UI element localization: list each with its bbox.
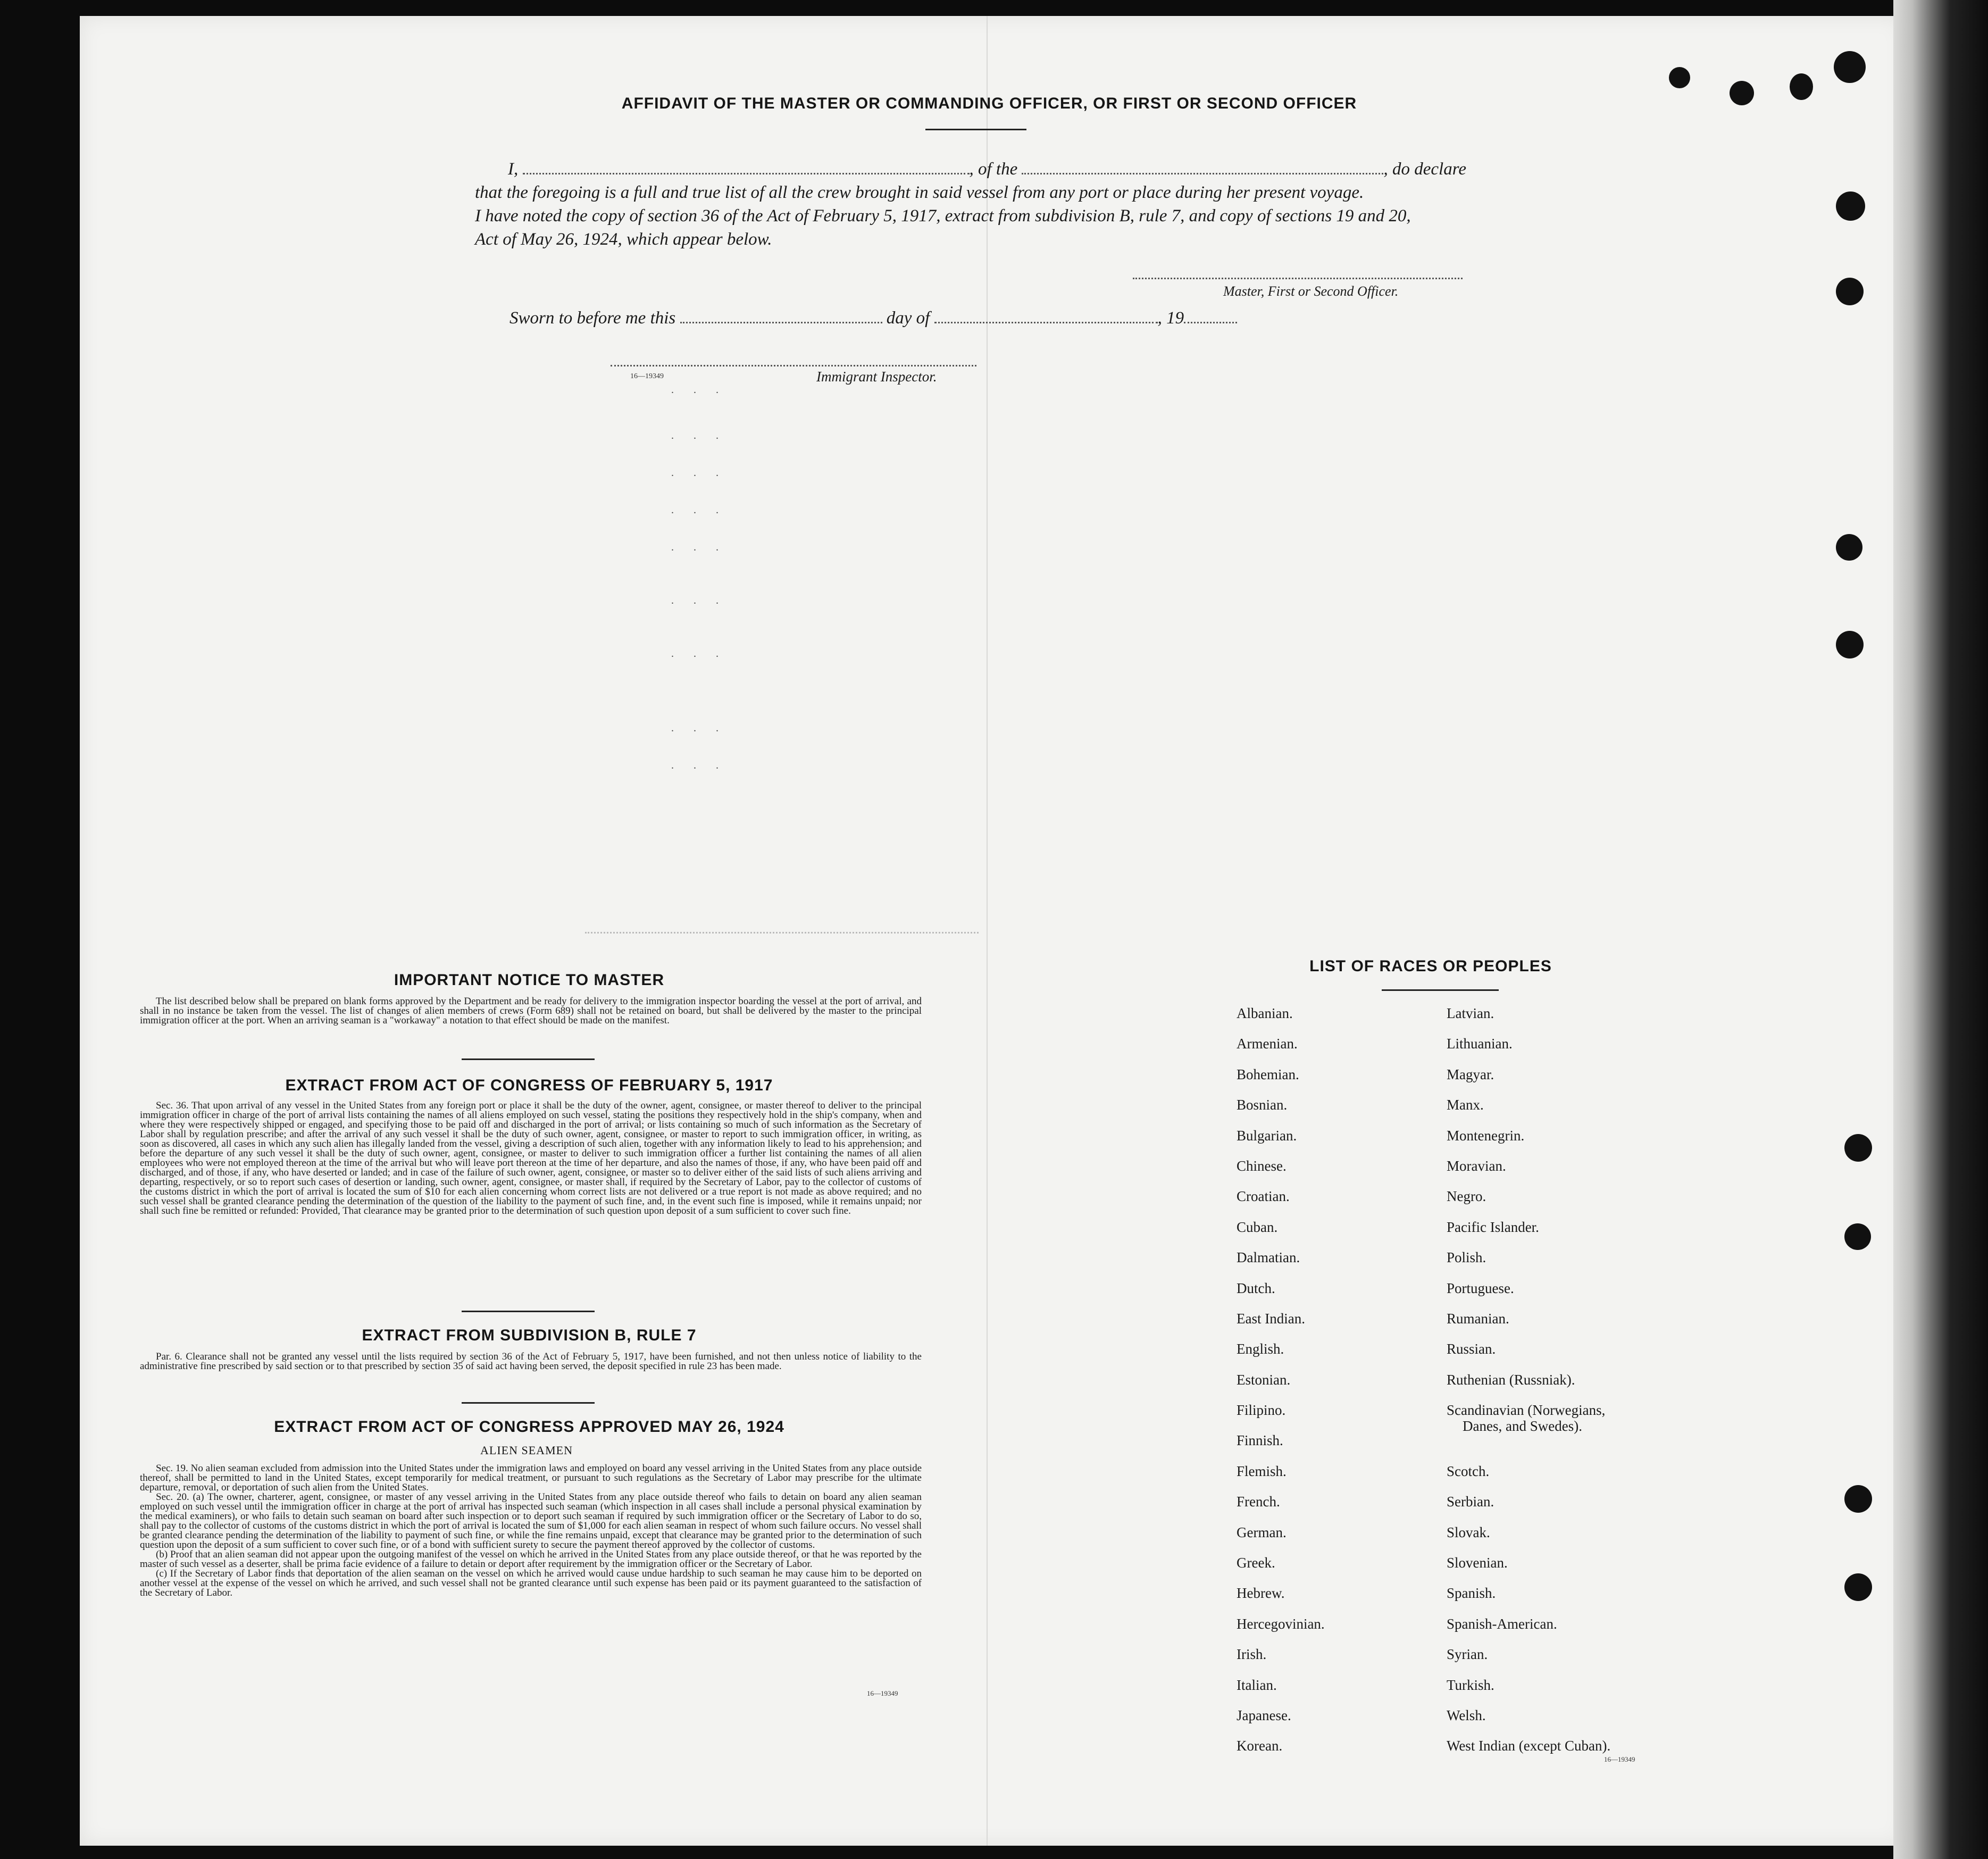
race-item	[1447, 1616, 1734, 1646]
race-item-label: Rumanian.	[1447, 1310, 1509, 1327]
affidavit-declaration-line1	[508, 157, 1486, 181]
rule7-rule	[462, 1402, 595, 1404]
race-item-label: Magyar.	[1447, 1066, 1494, 1082]
race-item-label: Portuguese.	[1447, 1280, 1514, 1296]
punch-hole	[1834, 51, 1866, 83]
races-form-number: 16—19349	[1604, 1755, 1635, 1763]
race-item-label: Spanish-American.	[1447, 1615, 1557, 1632]
faint-marks: . . .	[671, 541, 727, 553]
race-item	[1447, 1524, 1734, 1555]
inspector-label: Immigrant Inspector.	[816, 369, 937, 385]
year-prefix-label: , 19	[1157, 309, 1184, 328]
sworn-month-field[interactable]	[934, 310, 1158, 323]
extract-1917-title: EXTRACT FROM ACT OF CONGRESS OF FEBRUARY 5, 1917	[285, 1077, 773, 1094]
race-item-label: Ruthenian (Russniak).	[1447, 1371, 1575, 1388]
punch-hole	[1836, 631, 1864, 658]
race-item: Estonian.	[1237, 1371, 1291, 1388]
race-item	[1447, 1707, 1734, 1738]
punch-hole	[1844, 1485, 1872, 1513]
race-item	[1447, 1677, 1734, 1707]
faint-marks: . . .	[671, 504, 727, 516]
race-item	[1447, 1311, 1734, 1341]
affidavit-i-label: I,	[508, 160, 519, 179]
race-item: French.	[1237, 1494, 1280, 1510]
faint-marks: . . .	[671, 648, 727, 660]
affidavit-of-the-label: , of the	[969, 160, 1018, 179]
race-item: Dutch.	[1237, 1280, 1275, 1296]
race-item-label: Lithuanian.	[1447, 1036, 1513, 1052]
rule7-text	[140, 1352, 922, 1371]
faint-marks: . . .	[671, 384, 727, 396]
master-signature-line[interactable]	[1133, 278, 1463, 279]
center-fold	[987, 16, 988, 1846]
faint-marks: . . .	[671, 722, 727, 734]
race-item-label: Slovenian.	[1447, 1555, 1508, 1571]
races-title-rule	[1382, 989, 1499, 991]
affidavit-name-field[interactable]	[523, 161, 970, 174]
race-item	[1447, 1005, 1734, 1036]
sec19-paragraph: Sec. 19. No alien seaman excluded from admission into the United States under the immigration laws and employed on board any vessel arriving in the United States from any place outside thereof, shall be permitted to land in the United States, except temporarily for medical treatment, or pursuant to such regulations as the Secretary of Labor may prescribe for the ultimate departure, removal, or deportation of such alien from the United States.	[140, 1463, 922, 1493]
race-item	[1447, 1219, 1734, 1249]
extract-1917-rule	[462, 1311, 595, 1312]
race-item-label: Russian.	[1447, 1341, 1496, 1357]
race-item	[1447, 1280, 1734, 1311]
race-item	[1447, 1066, 1734, 1097]
race-item	[1447, 1555, 1734, 1585]
affidavit-do-declare-label: , do declare	[1383, 160, 1466, 179]
affidavit-title: AFFIDAVIT OF THE MASTER OR COMMANDING OFFICER, OR FIRST OR SECOND OFFICER	[621, 95, 1357, 112]
sec20a-paragraph: Sec. 20. (a) The owner, charterer, agent, consignee, or master of any vessel arriving in the United States from any place outside thereof who fails to detain on board any alien seaman employed on such vessel until the immigration officer in charge at the port of arrival has inspected such seaman (which inspection in all cases shall include a personal physical examination by the medical examiners), or who fails to detain such seaman on board after such inspection or to deport such seaman if required by such immigration officer or the Secretary of Labor to do so, shall pay to the collector of customs of the customs district in which the port of arrival is located the sum of $1,000 for each alien seaman in respect of whom such failure occurs. No vessel shall be granted clearance pending the determination of the liability to payment of such fine, or while the fine remains unpaid, except that clearance may be granted prior to the determination of such question upon the deposit of a sum sufficient to cover such fine, or of a bond with sufficient surety to secure the payment thereof approved by the collector of customs.	[140, 1491, 922, 1550]
extract-1924-text	[140, 1464, 922, 1598]
punch-hole	[1844, 1223, 1871, 1250]
race-item: East Indian.	[1237, 1310, 1305, 1327]
faint-dotted-line	[585, 932, 979, 933]
alien-seamen-subtitle: ALIEN SEAMEN	[480, 1444, 573, 1457]
notice-text	[140, 997, 922, 1026]
extract-1924-form-number: 16—19349	[867, 1689, 898, 1697]
race-item: Bosnian.	[1237, 1097, 1288, 1113]
race-item	[1447, 1249, 1734, 1280]
sworn-line	[509, 306, 1307, 330]
affidavit-declaration-line2: that the foregoing is a full and true list of all the crew brought in said vessel from any port or place during her present voyage.	[475, 183, 1364, 202]
punch-hole	[1669, 67, 1690, 88]
punch-hole	[1844, 1573, 1872, 1601]
sec20c-paragraph: (c) If the Secretary of Labor finds that deportation of the alien seaman on the vessel on which he arrived would cause undue hardship to such seaman he may cause him to be deported on another vessel at the expense of the vessel on which he arrived, and such vessel shall not be granted clearance until such expense has been paid or its payment guaranteed to the satisfaction of the Secretary of Labor.	[140, 1568, 922, 1598]
race-item-label: Pacific Islander.	[1447, 1219, 1539, 1235]
race-item: Albanian.	[1237, 1005, 1293, 1021]
race-item: Filipino.	[1237, 1402, 1286, 1419]
race-item: Hercegovinian.	[1237, 1615, 1325, 1632]
race-item-label: Manx.	[1447, 1097, 1484, 1113]
race-item-label: Serbian.	[1447, 1494, 1494, 1510]
punch-hole	[1790, 73, 1813, 100]
race-item-label: Negro.	[1447, 1188, 1486, 1205]
race-item-label: Scandinavian (Norwegians,	[1447, 1402, 1606, 1419]
race-item-label: Spanish.	[1447, 1585, 1496, 1602]
race-item: Irish.	[1237, 1646, 1267, 1663]
faint-marks: . . .	[671, 467, 727, 479]
race-item: Flemish.	[1237, 1463, 1287, 1479]
notice-paragraph: The list described below shall be prepared on blank forms approved by the Department and be ready for delivery to the immigration inspector boarding the vessel at the port of arrival, and shall in no instance be taken from the vessel. The list of changes of alien members of crews (Form 689) shall not be retained on board, but shall be delivered by the master to the principal immigration officer at the port. When an arriving seaman is a "workaway" a notation to that effect should be made on the manifest.	[140, 996, 922, 1026]
race-item	[1447, 1097, 1734, 1127]
race-item: German.	[1237, 1524, 1287, 1540]
punch-hole	[1836, 278, 1864, 305]
paper-edge-shadow	[1893, 0, 1988, 1859]
extract-1917-paragraph: Sec. 36. That upon arrival of any vessel in the United States from any foreign port or place it shall be the duty of the owner, agent, consignee, or master thereof to deliver to the principal immigration officer in charge of the port of arrival lists containing the names of all aliens employed on such vessel, stating the positions they respectively hold in the ship's company, when and where they were respectively shipped or engaged, and specifying those to be paid off and discharged in the port of arrival; or lists containing so much of such information as the Secretary of Labor shall by regulation prescribe; and after the arrival of any such vessel it shall be the duty of such owner, agent, consignee, or master to report to such immigration officer, in writing, as soon as discovered, all cases in which any such alien has illegally landed from the vessel, giving a description of such alien, together with any information likely to lead to his apprehension; and before the departure of any such vessel it shall be the duty of such owner, agent, consignee, or master to deliver to such immigration officer a further list containing the names of all alien employees who were not employed thereon at the time of the arrival but who will leave port thereon at the time of her departure, and also the names of those, if any, who have been paid off and discharged, and of those, if any, who have deserted or landed; and in case of the failure of such owner, agent, consignee, or master so to deliver either of the said lists of such aliens arriving and departing, respectively, or so to report such cases of desertion or landing, such owner, agent, consignee, or master shall, if required by the Secretary of Labor, pay to the collector of customs of the customs district in which the port of arrival is located the sum of $10 for each alien concerning whom correct lists are not delivered or a true report is not made as above required; and no such vessel shall be granted clearance pending the determination of the question of the liability to the payment of such fine, and, in the event such fine is imposed, while it remains unpaid; nor shall such fine be remitted or refunded: Provided, That clearance may be granted prior to the determination of such question upon deposit of a sum sufficient to cover such fine.	[140, 1100, 922, 1216]
faint-marks: . . .	[671, 595, 727, 606]
rule7-title: EXTRACT FROM SUBDIVISION B, RULE 7	[362, 1327, 697, 1344]
race-item: English.	[1237, 1341, 1284, 1357]
extract-1924-title: EXTRACT FROM ACT OF CONGRESS APPROVED MAY 26, 1924	[274, 1418, 784, 1436]
race-item: Korean.	[1237, 1738, 1283, 1754]
race-item	[1447, 1158, 1734, 1188]
race-item-label: Polish.	[1447, 1249, 1486, 1266]
race-item-label: Welsh.	[1447, 1707, 1486, 1723]
race-item-label: Turkish.	[1447, 1677, 1494, 1693]
race-item	[1447, 1341, 1734, 1371]
punch-hole	[1730, 81, 1754, 105]
sworn-year-field[interactable]	[1184, 310, 1237, 323]
affidavit-declaration-line4: Act of May 26, 1924, which appear below.	[475, 230, 772, 249]
race-item-label: West Indian (except Cuban).	[1447, 1738, 1611, 1754]
extract-1917-text	[140, 1101, 922, 1216]
race-item: Finnish.	[1237, 1432, 1283, 1449]
race-item-label: Syrian.	[1447, 1646, 1488, 1663]
race-item	[1447, 1646, 1734, 1677]
race-item	[1447, 1738, 1734, 1768]
affidavit-declaration-line3: I have noted the copy of section 36 of the Act of February 5, 1917, extract from subdivision B, rule 7, and copy of sections 19 and 20,	[475, 206, 1411, 226]
race-item: Italian.	[1237, 1677, 1277, 1693]
affidavit-title-rule	[925, 129, 1026, 130]
race-item: Bulgarian.	[1237, 1127, 1297, 1144]
notice-rule	[462, 1058, 595, 1060]
race-item: Chinese.	[1237, 1157, 1287, 1174]
race-item-label: Scotch.	[1447, 1463, 1490, 1479]
affidavit-form-number: 16—19349	[630, 372, 664, 380]
notice-title: IMPORTANT NOTICE TO MASTER	[394, 971, 665, 989]
race-item-label: Latvian.	[1447, 1005, 1494, 1021]
race-item	[1447, 1494, 1734, 1524]
race-item: Bohemian.	[1237, 1066, 1299, 1082]
race-item	[1447, 1402, 1734, 1463]
race-item: Greek.	[1237, 1555, 1275, 1571]
race-item-label: Montenegrin.	[1447, 1127, 1525, 1144]
punch-hole	[1836, 191, 1865, 221]
rule7-paragraph: Par. 6. Clearance shall not be granted any vessel until the lists required by section 36 of the Act of February 5, 1917, have been furnished, and not then unless notice of liability to the administrative fine prescribed by said section or to that prescribed by section 35 of said act having been served, the deposit specified in rule 23 has been made.	[140, 1351, 922, 1372]
race-item: Japanese.	[1237, 1707, 1291, 1723]
sworn-day-field[interactable]	[680, 310, 882, 323]
race-item	[1447, 1128, 1734, 1158]
punch-hole	[1836, 534, 1862, 561]
faint-marks: . . .	[671, 430, 727, 441]
affidavit-vessel-field[interactable]	[1022, 161, 1383, 174]
race-item-continuation: Danes, and Swedes).	[1463, 1418, 1582, 1435]
race-item: Croatian.	[1237, 1188, 1290, 1205]
race-item: Hebrew.	[1237, 1585, 1285, 1602]
race-item	[1447, 1036, 1734, 1066]
races-left-column	[1237, 1005, 1417, 1769]
faint-marks: . . .	[671, 760, 727, 771]
race-item-label: Moravian.	[1447, 1157, 1506, 1174]
race-item	[1447, 1463, 1734, 1494]
races-title: LIST OF RACES OR PEOPLES	[1309, 957, 1552, 975]
punch-hole	[1844, 1134, 1872, 1162]
race-item: Dalmatian.	[1237, 1249, 1300, 1266]
race-item-label: Slovak.	[1447, 1524, 1490, 1540]
day-of-label: day of	[886, 309, 930, 328]
race-item	[1447, 1188, 1734, 1219]
race-item	[1447, 1372, 1734, 1402]
master-signature-label: Master, First or Second Officer.	[1223, 284, 1399, 299]
race-item: Cuban.	[1237, 1219, 1278, 1235]
sworn-label: Sworn to before me this	[509, 309, 676, 328]
race-item	[1447, 1585, 1734, 1615]
sec20b-paragraph: (b) Proof that an alien seaman did not appear upon the outgoing manifest of the vessel on which he arrived in the United States from any place outside thereof, or that he was reported by the master of such vessel as a deserter, shall be prima facie evidence of a failure to detain or deport after requirement by the immigration officer or the Secretary of Labor.	[140, 1549, 922, 1570]
race-item: Armenian.	[1237, 1036, 1298, 1052]
races-right-column	[1447, 1005, 1734, 1769]
